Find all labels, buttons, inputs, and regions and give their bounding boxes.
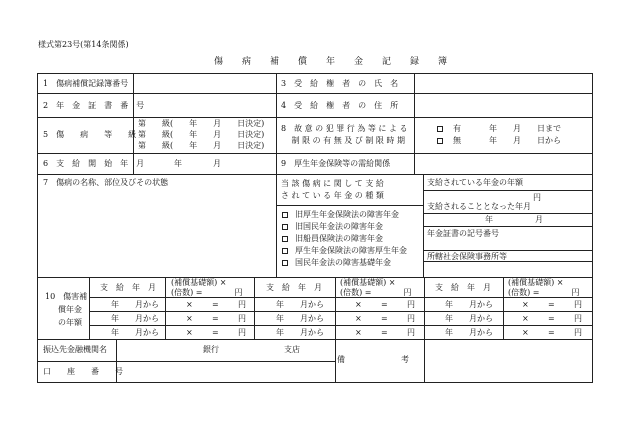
from-2-2: 年 月から xyxy=(276,314,324,323)
calc-eq-2-3: = xyxy=(381,328,388,337)
calc-yen-3-2: 円 xyxy=(574,314,582,323)
calc-eq-1-2: = xyxy=(212,314,219,323)
base-header-3-line2: (倍数) = 円 xyxy=(508,288,580,297)
calc-x-2-2: × xyxy=(355,314,362,323)
base-header-1-line2: (倍数) = 円 xyxy=(171,288,243,297)
calc-eq-1-1: = xyxy=(212,300,219,309)
from-1-2: 年 月から xyxy=(111,314,159,323)
grade-line-3: 第 級( 年 月 日決定) xyxy=(138,141,265,150)
page-title: 傷 病 補 償 年 金 記 録 簿 xyxy=(214,57,453,67)
branch-suffix: 支店 xyxy=(284,345,300,354)
disability-grade-label: 5 傷 病 等 級 xyxy=(43,130,137,139)
annual-pension-yen: 円 xyxy=(533,193,541,202)
account-number-label: 口 座 番 号 xyxy=(43,367,123,376)
grade-line-1: 第 級( 年 月 日決定) xyxy=(138,119,265,128)
calc-yen-2-2: 円 xyxy=(407,314,415,323)
checkbox-pension-type-2[interactable] xyxy=(282,224,288,230)
pension-type-label-line1: 当 該 傷 病 に 関 し て 支 給 xyxy=(281,179,384,188)
calc-x-3-3: × xyxy=(522,328,529,337)
pension-type-5: 国民年金法の障害基礎年金 xyxy=(295,258,391,267)
form-id: 様式第23号(第14条関係) xyxy=(38,40,129,49)
payment-start-year: 年 xyxy=(174,159,182,168)
from-2-3: 年 月から xyxy=(276,328,324,337)
welfare-pension-label: 9 厚生年金保険等の需給関係 xyxy=(281,159,391,168)
calc-yen-1-3: 円 xyxy=(238,328,246,337)
recipient-address-label: 4 受 給 権 者 の 住 所 xyxy=(281,101,399,110)
from-2-1: 年 月から xyxy=(276,300,324,309)
calc-yen-1-2: 円 xyxy=(238,314,246,323)
checkbox-yes[interactable] xyxy=(437,126,443,132)
calc-x-1-1: × xyxy=(186,300,193,309)
checkbox-pension-type-5[interactable] xyxy=(282,260,288,266)
record-number-label: 1 傷病補償記録簿番号 xyxy=(43,79,129,88)
period-header-2: 支 給 年 月 xyxy=(266,283,322,292)
paid-since-month: 月 xyxy=(535,215,543,224)
calc-yen-2-3: 円 xyxy=(407,328,415,337)
social-insurance-office-label: 所轄社会保険事務所等 xyxy=(427,252,507,261)
option-no-label: 無 xyxy=(453,136,461,145)
injury-state-label: 7 傷病の名称、部位及びその状態 xyxy=(43,178,169,187)
calc-x-2-3: × xyxy=(355,328,362,337)
calc-yen-2-1: 円 xyxy=(407,300,415,309)
base-header-1-line1: (補償基礎額) × xyxy=(171,278,227,287)
calc-eq-3-1: = xyxy=(548,300,555,309)
certificate-symbol-label: 年金証書の記号番号 xyxy=(427,229,499,238)
base-header-2-line1: (補償基礎額) × xyxy=(340,278,396,287)
checkbox-pension-type-3[interactable] xyxy=(282,236,288,242)
payment-start-label: 6 支 給 開 始 年 月 xyxy=(43,159,145,168)
from-1-1: 年 月から xyxy=(111,300,159,309)
annual-amount-label-line2: 償年金 xyxy=(58,305,82,314)
pension-type-1: 旧厚生年金保険法の障害年金 xyxy=(295,210,399,219)
base-header-3-line1: (補償基礎額) × xyxy=(508,278,564,287)
calc-eq-3-3: = xyxy=(548,328,555,337)
period-header-3: 支 給 年 月 xyxy=(435,283,491,292)
restriction-label-line1: 8 故 意 の 犯 罪 行 為 等 に よ る xyxy=(281,124,408,133)
calc-x-3-1: × xyxy=(522,300,529,309)
calc-x-1-3: × xyxy=(186,328,193,337)
checkbox-pension-type-1[interactable] xyxy=(282,212,288,218)
payment-start-month: 月 xyxy=(213,159,221,168)
from-1-3: 年 月から xyxy=(111,328,159,337)
pension-type-3: 旧船員保険法の障害年金 xyxy=(295,234,383,243)
period-header-1: 支 給 年 月 xyxy=(100,283,156,292)
calc-yen-1-1: 円 xyxy=(238,300,246,309)
paid-since-label: 支給されることとなった年月 xyxy=(427,202,531,211)
calc-eq-2-2: = xyxy=(381,314,388,323)
pension-type-4: 厚生年金保険法の障害厚生年金 xyxy=(295,246,407,255)
bank-suffix: 銀行 xyxy=(203,345,219,354)
calc-yen-3-1: 円 xyxy=(574,300,582,309)
option-no-from: 年 月 日から xyxy=(489,136,561,145)
from-3-1: 年 月から xyxy=(445,300,493,309)
calc-x-2-1: × xyxy=(355,300,362,309)
calc-yen-3-3: 円 xyxy=(574,328,582,337)
from-3-2: 年 月から xyxy=(445,314,493,323)
option-yes-label: 有 xyxy=(453,124,461,133)
recipient-name-label: 3 受 給 権 者 の 氏 名 xyxy=(281,79,399,88)
calc-x-3-2: × xyxy=(522,314,529,323)
certificate-number-label: 2 年 金 証 書 番 号 xyxy=(43,101,145,110)
option-yes-until: 年 月 日まで xyxy=(489,124,561,133)
annual-amount-label-line3: の年額 xyxy=(58,318,82,327)
paid-since-year: 年 xyxy=(485,215,493,224)
grade-line-2: 第 級( 年 月 日決定) xyxy=(138,130,265,139)
checkbox-no[interactable] xyxy=(437,138,443,144)
calc-x-1-2: × xyxy=(186,314,193,323)
annual-amount-label-line1: 10 傷害補 xyxy=(45,292,88,301)
from-3-3: 年 月から xyxy=(445,328,493,337)
restriction-label-line2: 制 限 の 有 無 及 び 制 限 時 期 xyxy=(281,136,405,145)
bank-name-label: 振込先金融機関名 xyxy=(43,345,107,354)
calc-eq-2-1: = xyxy=(381,300,388,309)
base-header-2-line2: (倍数) = 円 xyxy=(340,288,412,297)
annual-pension-label: 支給されている年金の年額 xyxy=(427,178,523,187)
checkbox-pension-type-4[interactable] xyxy=(282,248,288,254)
pension-type-2: 旧国民年金法の障害年金 xyxy=(295,222,383,231)
calc-eq-1-3: = xyxy=(212,328,219,337)
remarks-label: 備 考 xyxy=(337,355,409,364)
calc-eq-3-2: = xyxy=(548,314,555,323)
pension-type-label-line2: さ れ て い る 年 金 の 種 類 xyxy=(281,191,384,200)
